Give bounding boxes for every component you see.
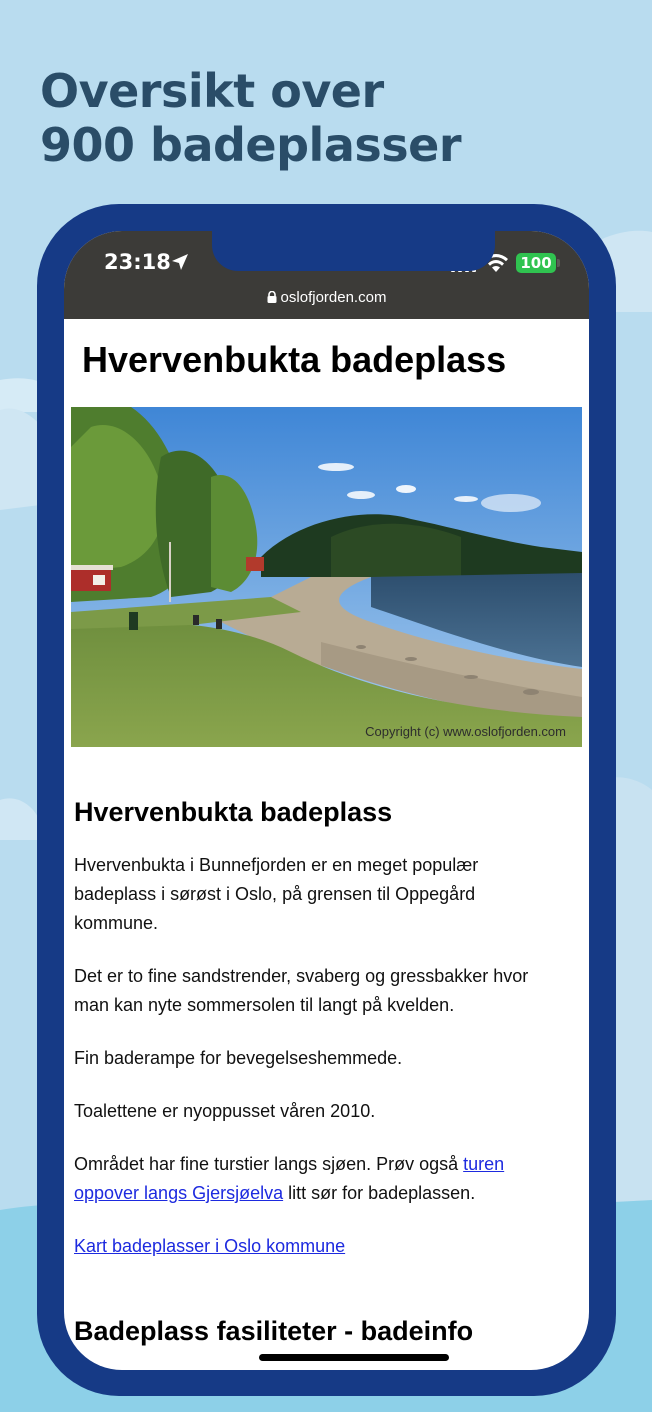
paragraph-beaches: Det er to fine sandstrender, svaberg og gressbakker hvor man kan nyte sommersolen til langt på kvelden. — [74, 966, 529, 1015]
status-bar — [64, 231, 589, 319]
paragraph-trails — [74, 1150, 554, 1208]
section-title-facilities: Badeplass fasiliteter - badeinfo — [74, 1316, 474, 1346]
page-title: Hvervenbukta badeplass — [82, 339, 507, 380]
promo-headline-line-1: Oversikt over — [40, 64, 384, 118]
address-url: oslofjorden.com — [280, 289, 387, 306]
phone-screen — [64, 231, 589, 1370]
phone-notch — [212, 231, 495, 271]
status-time: 23:18 — [104, 250, 171, 274]
beach-photo — [71, 407, 582, 747]
battery-icon: 100 — [516, 253, 556, 273]
lock-icon — [267, 291, 277, 303]
map-link[interactable]: Kart badeplasser i Oslo kommune — [74, 1236, 346, 1256]
paragraph-intro: Hvervenbukta i Bunnefjorden er en meget populær badeplass i sørøst i Oslo, på grensen til Oppegård kommune. — [74, 855, 479, 933]
trails-link[interactable]: turen oppover langs Gjersjøelva — [74, 1154, 505, 1203]
home-indicator[interactable] — [259, 1354, 449, 1361]
beach-photo-drawing — [71, 407, 582, 747]
trails-text-after: litt sør for badeplassen. — [283, 1183, 476, 1203]
location-arrow-icon — [171, 253, 189, 271]
paragraph-toilets: Toalettene er nyoppusset våren 2010. — [74, 1101, 376, 1121]
phone-frame — [37, 204, 616, 1396]
battery-tip — [557, 259, 560, 267]
photo-credit: Copyright (c) www.oslofjorden.com — [365, 724, 566, 739]
address-bar[interactable] — [64, 289, 589, 306]
promo-headline-line-2: 900 badeplasser — [40, 118, 462, 172]
section-title: Hvervenbukta badeplass — [74, 797, 393, 827]
trails-text-before: Området har fine turstier langs sjøen. Prøv også — [74, 1154, 464, 1174]
promo-headline — [40, 64, 461, 172]
paragraph-ramp: Fin baderampe for bevegelseshemmede. — [74, 1048, 403, 1068]
